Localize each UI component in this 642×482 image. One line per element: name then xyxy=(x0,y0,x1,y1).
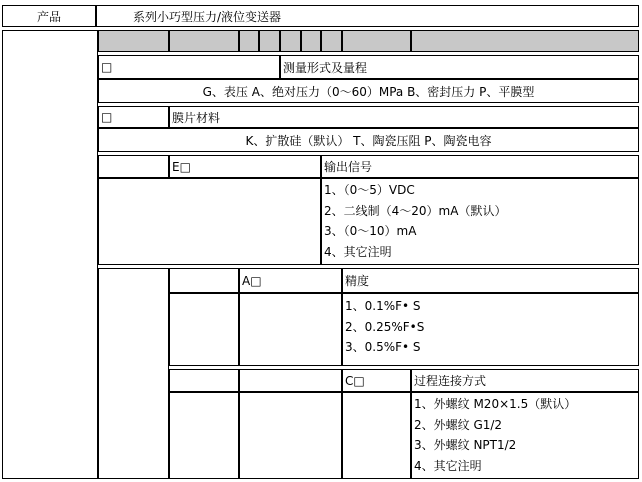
connection-options-cell xyxy=(411,392,639,479)
accuracy-code-cell xyxy=(239,268,342,293)
product-title: 系列小巧型压力/液位变送器 xyxy=(133,9,282,24)
code-box-8 xyxy=(342,30,411,52)
code-box-1 xyxy=(98,30,169,52)
accuracy-label-cell xyxy=(342,268,639,293)
code-box-2 xyxy=(169,30,239,52)
measure-label: 测量形式及量程 xyxy=(283,60,368,75)
accuracy-blank-tall-1 xyxy=(169,293,239,366)
code-box-5 xyxy=(280,30,301,52)
accuracy-label: 精度 xyxy=(345,274,370,288)
left-column-cell xyxy=(2,30,98,479)
membrane-options: K、扩散硅（默认） T、陶瓷压阻 P、陶瓷电容 xyxy=(245,133,492,148)
connection-blank-1 xyxy=(169,369,239,392)
code-box-4 xyxy=(259,30,280,52)
membrane-label-cell xyxy=(169,106,639,128)
code-box-7 xyxy=(321,30,342,52)
product-label-cell xyxy=(2,5,96,27)
accuracy-option-3: 3、0.5%F• S xyxy=(345,340,421,354)
lower-left-cell xyxy=(98,268,169,479)
connection-option-2: 2、外螺纹 G1/2 xyxy=(414,417,503,432)
connection-code: C□ xyxy=(345,373,365,388)
output-option-4: 4、其它注明 xyxy=(324,244,392,259)
output-label-cell xyxy=(321,155,639,178)
accuracy-code: A□ xyxy=(242,273,262,288)
output-option-3: 3、（0～10）mA xyxy=(324,224,417,238)
connection-option-4: 4、其它注明 xyxy=(414,458,482,473)
output-options-cell xyxy=(321,178,639,265)
connection-option-1: 1、外螺纹 M20×1.5（默认） xyxy=(414,397,577,411)
accuracy-option-1: 1、0.1%F• S xyxy=(345,299,421,313)
output-blank-cell xyxy=(98,155,169,178)
measure-options: G、表压 A、绝对压力（0～60）MPa B、密封压力 P、平膜型 xyxy=(202,84,535,99)
connection-blank-tall-1 xyxy=(169,392,239,479)
connection-label-cell xyxy=(411,369,639,392)
measure-options-cell xyxy=(98,79,639,103)
measure-code: □ xyxy=(101,60,113,74)
membrane-options-cell xyxy=(98,128,639,152)
membrane-code-cell xyxy=(98,106,169,128)
output-option-2: 2、二线制（4～20）mA（默认） xyxy=(324,203,507,218)
code-box-9 xyxy=(411,30,639,52)
accuracy-blank-tall-2 xyxy=(239,293,342,366)
membrane-label: 膜片材料 xyxy=(172,110,221,125)
connection-label: 过程连接方式 xyxy=(414,374,487,388)
accuracy-blank-cell xyxy=(169,268,239,293)
code-box-6 xyxy=(301,30,321,52)
connection-blank-2 xyxy=(239,369,342,392)
connection-blank-tall-3 xyxy=(342,392,411,479)
connection-blank-tall-2 xyxy=(239,392,342,479)
connection-option-3: 3、外螺纹 NPT1/2 xyxy=(414,438,517,452)
product-label: 产品 xyxy=(36,9,61,24)
measure-label-cell xyxy=(280,55,639,79)
output-label: 输出信号 xyxy=(324,160,373,174)
output-option-1: 1、（0～5）VDC xyxy=(324,183,415,197)
accuracy-option-2: 2、0.25%F•S xyxy=(345,319,425,334)
output-blank-tall-cell xyxy=(98,178,321,265)
accuracy-options-cell xyxy=(342,293,639,366)
product-title-cell xyxy=(96,5,639,27)
output-code-cell xyxy=(169,155,321,178)
membrane-code: □ xyxy=(101,110,113,124)
connection-code-cell xyxy=(342,369,411,392)
output-code: E□ xyxy=(172,159,191,174)
code-box-3 xyxy=(239,30,259,52)
measure-code-cell xyxy=(98,55,280,79)
